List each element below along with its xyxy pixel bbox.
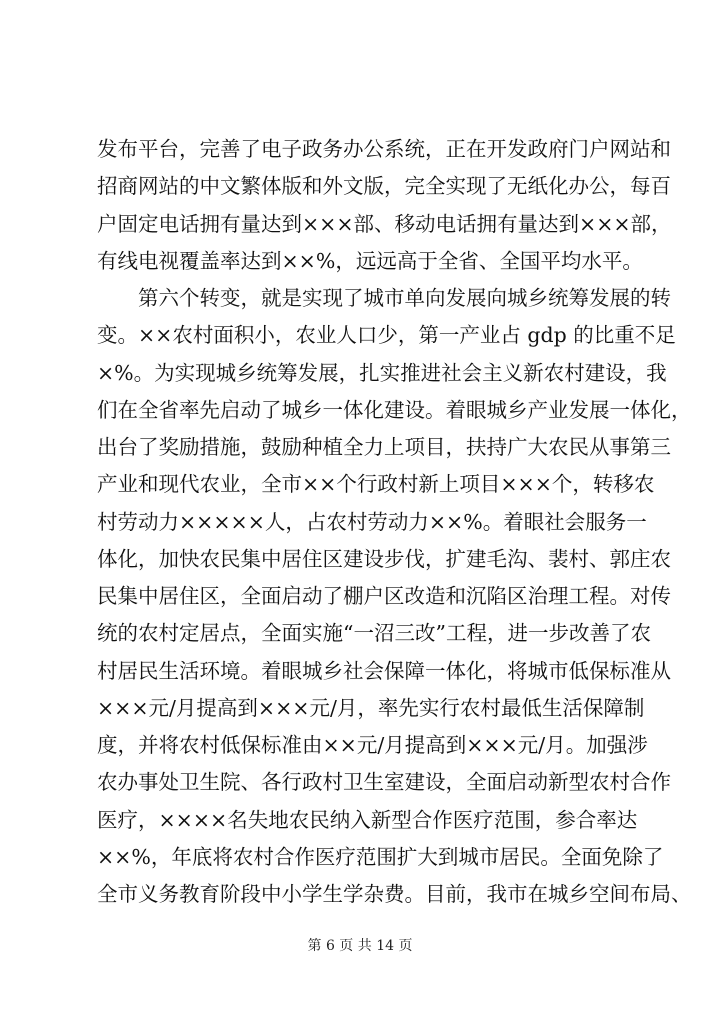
text-line: 统的农村定居点，全面实施“一沼三改”工程，进一步改善了农 [97,621,651,646]
text-line: 户固定电话拥有量达到×××部、移动电话拥有量达到×××部， [97,211,672,236]
text-line: 农办事处卫生院、各行政村卫生室建设，全面启动新型农村合作 [97,770,671,795]
text-line: 第六个转变，就是实现了城市单向发展向城乡统筹发展的转 [97,286,671,310]
text-line: 变。××农村面积小，农业人口少，第一产业占 gdp 的比重不足 [97,323,676,348]
text-line: 出台了奖励措施，鼓励种植全力上项目，扶持广大农民从事第三 [97,435,671,459]
text-line: 发布平台，完善了电子政务办公系统，正在开发政府门户网站和 [97,137,671,161]
text-line: 村居民生活环境。着眼城乡社会保障一体化，将城市低保标准从 [97,658,671,683]
page-footer: 第 6 页 共 14 页 [307,938,413,954]
text-line: 招商网站的中文繁体版和外文版，完全实现了无纸化办公，每百 [97,174,671,199]
text-line: ×××元/月提高到×××元/月，率先实行农村最低生活保障制 [97,695,645,720]
text-line: 度，并将农村低保标准由××元/月提高到×××元/月。加强涉 [97,733,648,757]
text-line: ×%。为实现城乡统筹发展，扎实推进社会主义新农村建设，我 [97,360,667,385]
text-line: 村劳动力×××××人，占农村劳动力××%。着眼社会服务一 [97,509,647,534]
text-line: 有线电视覆盖率达到××%，远远高于全省、全国平均水平。 [97,248,643,273]
text-line: 们在全省率先启动了城乡一体化建设。着眼城乡产业发展一体化， [97,397,692,422]
text-line: ××%，年底将农村合作医疗范围扩大到城市居民。全面免除了 [97,844,664,869]
text-line: 体化，加快农民集中居住区建设步伐，扩建毛沟、裴村、郭庄农 [97,546,671,571]
text-line: 产业和现代农业，全市××个行政村新上项目×××个，转移农 [97,472,655,497]
body-text [97,131,692,913]
text-line: 全市义务教育阶段中小学生学杂费。目前，我市在城乡空间布局、 [97,882,692,906]
text-line: 医疗，××××名失地农民纳入新型合作医疗范围，参合率达 [97,807,638,832]
text-line: 民集中居住区，全面启动了棚户区改造和沉陷区治理工程。对传 [97,584,671,608]
